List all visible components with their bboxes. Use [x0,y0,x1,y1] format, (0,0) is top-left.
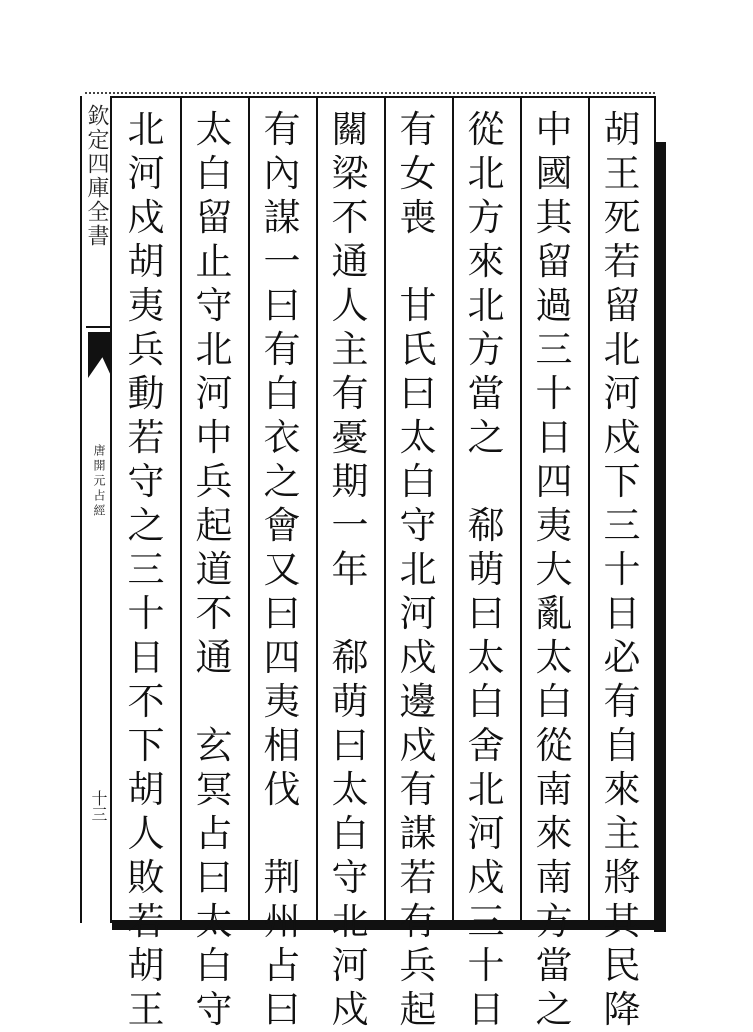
glyph: 必 [603,636,641,679]
glyph: 之 [467,416,505,459]
glyph: 州 [263,900,301,943]
glyph: 日 [127,636,165,679]
glyph: 若 [399,856,437,899]
glyph: 北 [467,152,505,195]
glyph: 關 [331,108,369,151]
glyph: 過 [535,284,573,327]
chapter-label: 唐開元占經 [92,444,106,519]
glyph: 氏 [399,328,437,371]
glyph: 曰 [263,284,301,327]
glyph [454,460,518,504]
glyph: 萌 [331,680,369,723]
glyph: 曰 [263,988,301,1031]
book-title: 欽定四庫全書 [84,104,109,248]
glyph: 不 [127,680,165,723]
glyph: 曰 [399,372,437,415]
glyph: 來 [603,768,641,811]
glyph: 萌 [467,548,505,591]
frame-shadow-right [654,142,666,932]
glyph: 兵 [195,460,233,503]
glyph: 北 [467,284,505,327]
glyph: 通 [195,636,233,679]
glyph: 止 [195,240,233,283]
folio-number: 十三 [89,790,108,822]
glyph: 守 [195,284,233,327]
glyph: 十 [467,944,505,987]
fish-tail-rule [86,326,112,328]
glyph: 河 [195,372,233,415]
glyph: 白 [467,680,505,723]
glyph: 有 [263,108,301,151]
glyph: 白 [535,680,573,723]
glyph: 有 [399,900,437,943]
glyph: 下 [127,724,165,767]
glyph: 伐 [263,768,301,811]
glyph: 將 [603,856,641,899]
glyph: 日 [603,592,641,635]
glyph: 起 [399,988,437,1031]
glyph: 北 [467,768,505,811]
glyph: 十 [127,592,165,635]
glyph: 占 [263,944,301,987]
glyph: 太 [399,416,437,459]
glyph: 北 [127,108,165,151]
glyph: 若 [127,900,165,943]
glyph: 兵 [127,328,165,371]
glyph: 曰 [331,724,369,767]
glyph: 會 [263,504,301,547]
glyph: 南 [535,768,573,811]
glyph: 夷 [127,284,165,327]
glyph: 一 [331,504,369,547]
glyph: 年 [331,548,369,591]
glyph: 中 [535,108,573,151]
glyph: 三 [535,328,573,371]
glyph: 北 [195,328,233,371]
glyph: 胡 [127,240,165,283]
glyph: 太 [467,636,505,679]
glyph: 戍 [127,196,165,239]
glyph: 白 [195,152,233,195]
glyph: 當 [467,372,505,415]
glyph: 白 [399,460,437,503]
glyph: 郗 [331,636,369,679]
glyph: 四 [535,460,573,503]
text-column-8 [114,108,178,1031]
glyph: 來 [535,812,573,855]
glyph: 戍 [603,416,641,459]
glyph: 人 [331,284,369,327]
glyph: 戍 [399,724,437,767]
glyph: 三 [467,900,505,943]
top-border-dots [85,92,655,94]
glyph: 北 [399,548,437,591]
glyph: 女 [399,152,437,195]
glyph: 河 [127,152,165,195]
glyph: 其 [535,196,573,239]
glyph: 冥 [195,768,233,811]
glyph: 夷 [263,680,301,723]
glyph: 降 [603,988,641,1031]
glyph: 內 [263,152,301,195]
glyph: 中 [195,416,233,459]
text-column-4 [386,108,450,1031]
glyph: 占 [195,812,233,855]
glyph: 邊 [399,680,437,723]
glyph: 民 [603,944,641,987]
text-column-7 [182,108,246,1031]
glyph: 河 [399,592,437,635]
glyph: 河 [331,944,369,987]
glyph: 有 [603,680,641,723]
glyph: 喪 [399,196,437,239]
glyph: 守 [127,460,165,503]
glyph: 四 [263,636,301,679]
glyph: 當 [535,944,573,987]
glyph: 國 [535,152,573,195]
glyph: 戍 [467,856,505,899]
glyph: 荆 [263,856,301,899]
glyph: 死 [603,196,641,239]
glyph: 甘 [399,284,437,327]
glyph: 北 [331,900,369,943]
glyph: 白 [331,812,369,855]
glyph: 道 [195,548,233,591]
glyph: 之 [535,988,573,1031]
glyph: 日 [467,988,505,1031]
glyph: 留 [195,196,233,239]
glyph: 胡 [127,944,165,987]
glyph: 白 [263,372,301,415]
glyph: 之 [127,504,165,547]
glyph: 亂 [535,592,573,635]
glyph: 若 [603,240,641,283]
glyph: 通 [331,240,369,283]
glyph: 方 [535,900,573,943]
glyph: 之 [263,460,301,503]
glyph: 有 [399,108,437,151]
glyph: 十 [603,548,641,591]
glyph: 相 [263,724,301,767]
glyph: 曰 [195,856,233,899]
glyph [250,812,314,856]
text-column-6 [250,108,314,1031]
glyph: 王 [127,988,165,1031]
glyph: 一 [263,240,301,283]
glyph: 戍 [331,988,369,1031]
glyph: 動 [127,372,165,415]
text-column-2 [522,108,586,1031]
glyph: 來 [467,240,505,283]
glyph: 守 [399,504,437,547]
glyph: 南 [535,856,573,899]
glyph: 留 [535,240,573,283]
glyph: 玄 [195,724,233,767]
glyph: 郗 [467,504,505,547]
glyph: 主 [603,812,641,855]
glyph: 梁 [331,152,369,195]
glyph: 有 [399,768,437,811]
glyph [318,592,382,636]
glyph [182,680,246,724]
glyph: 主 [331,328,369,371]
glyph: 不 [331,196,369,239]
glyph: 曰 [263,592,301,635]
glyph: 不 [195,592,233,635]
glyph: 若 [127,416,165,459]
glyph: 守 [195,988,233,1031]
glyph: 夷 [535,504,573,547]
glyph: 三 [127,548,165,591]
glyph: 胡 [127,768,165,811]
glyph: 十 [535,372,573,415]
glyph: 戍 [399,636,437,679]
glyph: 河 [467,812,505,855]
glyph: 有 [263,328,301,371]
glyph: 其 [603,900,641,943]
glyph: 留 [603,284,641,327]
text-column-5 [318,108,382,1031]
glyph: 北 [603,328,641,371]
glyph: 河 [603,372,641,415]
glyph: 期 [331,460,369,503]
glyph: 有 [331,372,369,415]
glyph: 敗 [127,856,165,899]
glyph: 太 [535,636,573,679]
glyph: 從 [535,724,573,767]
glyph: 方 [467,196,505,239]
glyph: 太 [195,900,233,943]
glyph: 從 [467,108,505,151]
glyph: 大 [535,548,573,591]
glyph: 兵 [399,944,437,987]
glyph: 三 [603,504,641,547]
text-column-3 [454,108,518,1031]
glyph: 起 [195,504,233,547]
glyph: 舍 [467,724,505,767]
glyph: 曰 [467,592,505,635]
glyph: 守 [331,856,369,899]
glyph: 自 [603,724,641,767]
glyph: 日 [535,416,573,459]
glyph: 謀 [263,196,301,239]
glyph: 王 [603,152,641,195]
glyph: 謀 [399,812,437,855]
glyph: 衣 [263,416,301,459]
glyph: 憂 [331,416,369,459]
glyph: 胡 [603,108,641,151]
glyph [386,240,450,284]
glyph: 白 [195,944,233,987]
glyph: 太 [331,768,369,811]
glyph: 太 [195,108,233,151]
glyph: 下 [603,460,641,503]
glyph: 方 [467,328,505,371]
glyph: 人 [127,812,165,855]
glyph: 又 [263,548,301,591]
text-column-1 [590,108,654,1031]
